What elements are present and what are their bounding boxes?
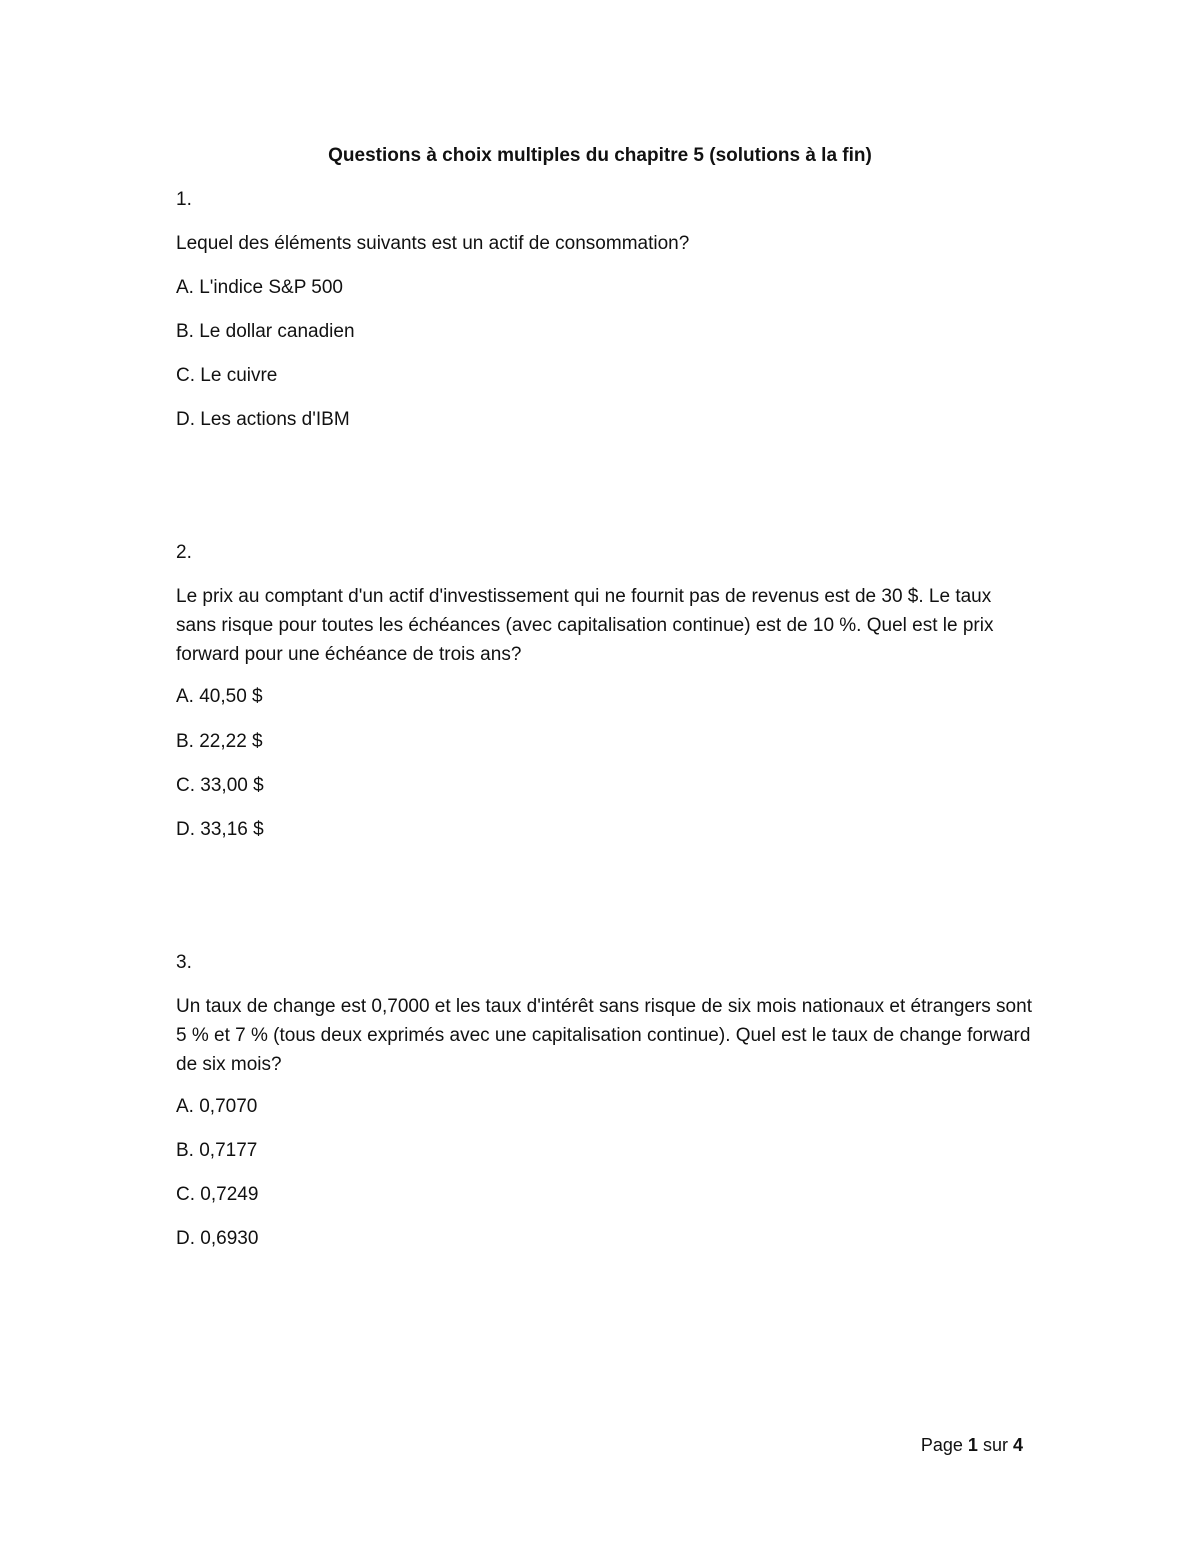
question-1-option-a: A. L'indice S&P 500 (176, 277, 344, 298)
question-2-option-d: D. 33,16 $ (176, 819, 264, 840)
question-1-text: Lequel des éléments suivants est un actif de consommation? (176, 233, 690, 254)
page-footer (921, 1432, 1023, 1458)
question-2-text: Le prix au comptant d'un actif d'investissement qui ne fournit pas de revenus est de 30 $. Le taux sans risque pour toutes les échéances (avec capitalisation continue) est de 10 %. Quel est le prix forward pour une échéance de trois ans? (176, 586, 994, 665)
footer-page-label: Page (920, 1435, 963, 1455)
question-2-option-c: C. 33,00 $ (176, 775, 264, 796)
question-2-option-b: B. 22,22 $ (176, 731, 263, 752)
question-3-text: Un taux de change est 0,7000 et les taux d'intérêt sans risque de six mois nationaux et étrangers sont 5 % et 7 % (tous deux exprimés avec une capitalisation continue). Quel est le taux de change forward de six mois? (176, 996, 1032, 1075)
question-1-option-b: B. Le dollar canadien (176, 321, 355, 342)
question-2-number: 2. (176, 542, 192, 563)
footer-page-total: 4 (1012, 1435, 1023, 1455)
question-2-option-a: A. 40,50 $ (176, 686, 263, 707)
question-1-number: 1. (176, 189, 192, 210)
question-1-option-c: C. Le cuivre (176, 365, 278, 386)
question-3-option-d: D. 0,6930 (176, 1228, 259, 1249)
footer-of-label: sur (982, 1435, 1008, 1455)
question-3-option-b: B. 0,7177 (176, 1140, 258, 1161)
question-3-option-a: A. 0,7070 (176, 1096, 258, 1117)
question-1-option-d: D. Les actions d'IBM (176, 409, 350, 430)
footer-page-current: 1 (967, 1435, 978, 1455)
question-3-number: 3. (176, 952, 192, 973)
question-3-option-c: C. 0,7249 (176, 1184, 259, 1205)
page-title: Questions à choix multiples du chapitre 5 (solutions à la fin) (328, 145, 872, 166)
